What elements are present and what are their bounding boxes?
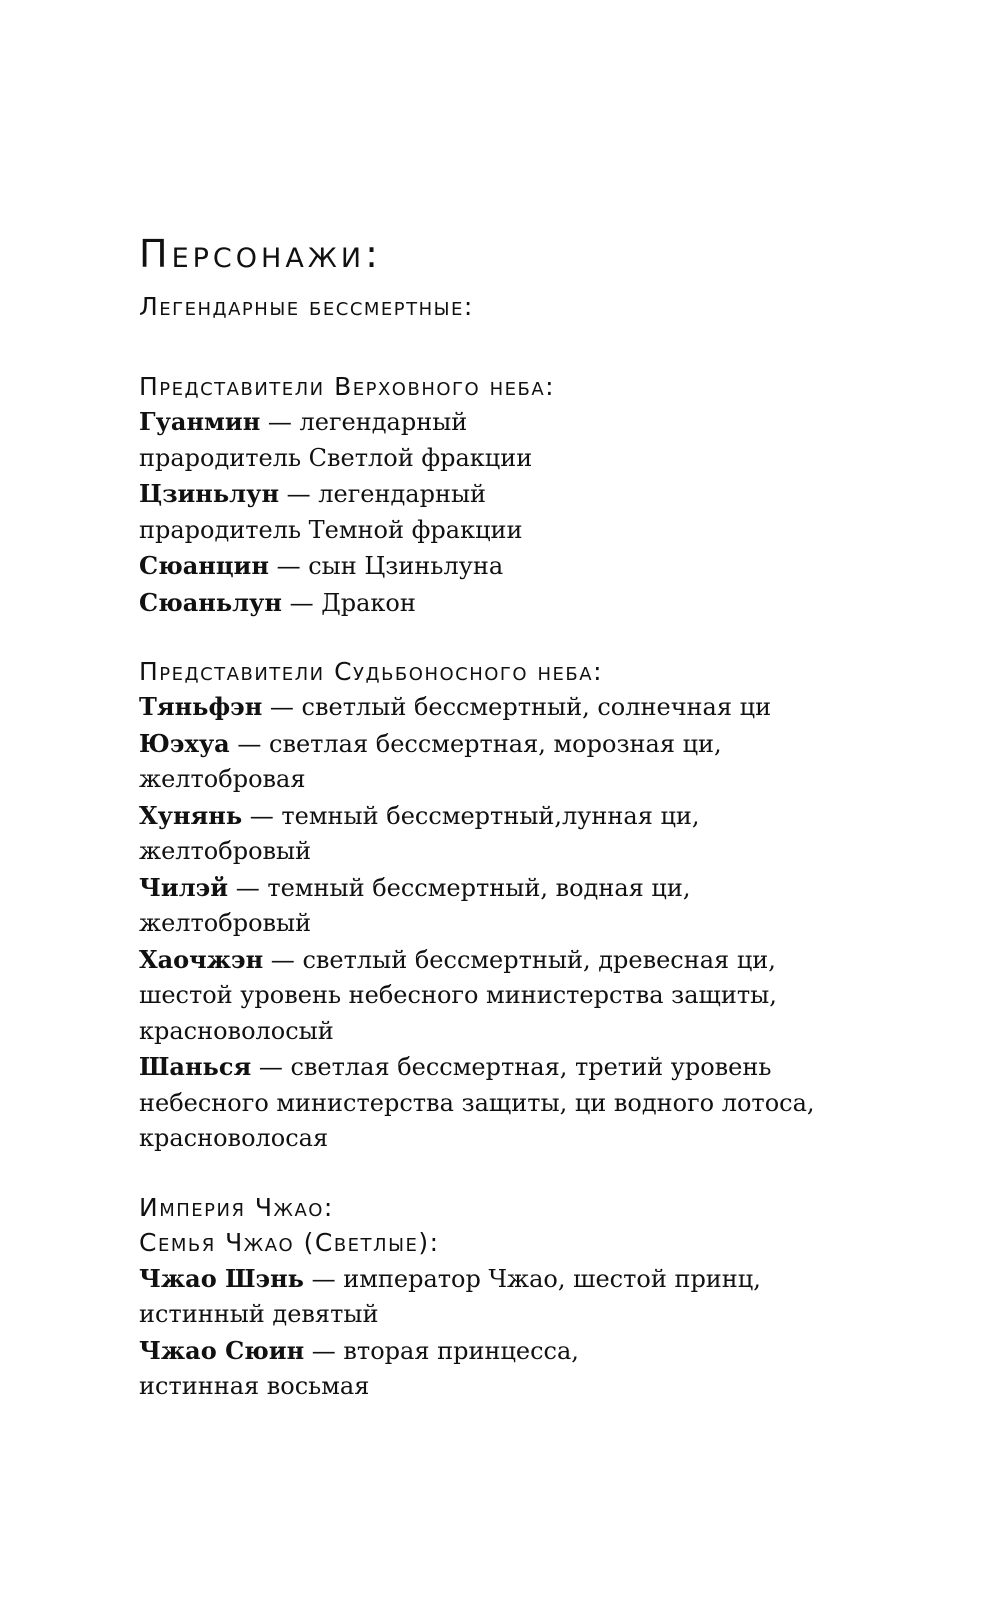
character-description-line: красноволосая — [139, 1124, 329, 1152]
character-name: Сюанцин — [139, 551, 269, 580]
character-description-line: прародитель Темной фракции — [139, 515, 523, 544]
section-heading: Представители Судьбоносного неба: — [139, 657, 604, 686]
section-upper-heaven — [139, 370, 959, 621]
character-entry — [139, 404, 959, 441]
character-entry — [139, 726, 959, 763]
character-description: легендарный — [318, 480, 487, 508]
entry-dash: — — [279, 480, 319, 508]
character-name: Хаочжэн — [139, 944, 264, 974]
character-entry — [139, 548, 959, 585]
character-entry — [139, 942, 959, 979]
entry-dash: — — [281, 588, 322, 617]
family-subheading: Семья Чжао (Светлые): — [139, 1227, 440, 1257]
entry-dash: — — [251, 1053, 291, 1081]
entry-dash: — — [268, 552, 309, 580]
entry-dash: — — [260, 408, 300, 436]
character-entry — [139, 1049, 959, 1086]
character-description: вторая принцесса, — [343, 1336, 579, 1365]
entry-dash: — — [303, 1264, 344, 1293]
character-name: Хунянь — [139, 800, 243, 830]
character-description-line: шестой уровень небесного министерства защиты, — [139, 981, 777, 1009]
character-list-page — [139, 228, 959, 1405]
character-entry — [139, 689, 959, 726]
character-description-line: желтобровый — [139, 909, 312, 937]
character-description: Дракон — [321, 588, 416, 617]
character-description-line: небесного министерства защиты, ци водного лотоса, — [139, 1088, 815, 1117]
character-entry — [139, 798, 959, 835]
section-fate-heaven — [139, 655, 959, 1157]
character-description: легендарный — [299, 408, 468, 436]
entry-dash: — — [263, 945, 303, 974]
character-name: Шанься — [139, 1052, 252, 1081]
character-description: темный бессмертный,лунная ци, — [281, 801, 700, 830]
entry-dash: — — [304, 1336, 344, 1365]
character-entry — [139, 1333, 959, 1370]
entry-dash: — — [229, 729, 269, 758]
character-description-line: красноволосый — [139, 1016, 334, 1045]
character-name: Сюаньлун — [139, 587, 282, 617]
character-name: Чжао Сюин — [139, 1335, 305, 1365]
character-name: Чжао Шэнь — [139, 1263, 304, 1293]
page-title: Персонажи: — [139, 232, 382, 276]
character-entry — [139, 870, 959, 907]
character-description-line: желтобровый — [139, 837, 312, 865]
character-name: Тяньфэн — [139, 692, 263, 721]
entry-dash: — — [228, 873, 268, 902]
character-entry — [139, 1261, 959, 1298]
character-name: Юэхуа — [139, 728, 230, 758]
character-entry — [139, 476, 959, 513]
character-description: светлый бессмертный, солнечная ци — [301, 693, 772, 721]
page-subtitle: Легендарные бессмертные: — [139, 292, 474, 321]
character-description: император Чжао, шестой принц, — [343, 1264, 761, 1293]
character-name: Чилэй — [139, 872, 229, 902]
character-description-line: истинная восьмая — [139, 1372, 370, 1400]
section-zhao-empire — [139, 1191, 959, 1405]
character-entry — [139, 585, 959, 622]
character-name: Цзиньлун — [139, 479, 280, 508]
character-description-line: истинный девятый — [139, 1300, 379, 1328]
character-name: Гуанмин — [139, 407, 261, 436]
character-description: светлый бессмертный, древесная ци, — [302, 945, 776, 974]
entry-dash: — — [242, 801, 282, 830]
character-description: темный бессмертный, водная ци, — [267, 873, 691, 902]
entry-dash: — — [262, 693, 302, 721]
section-heading: Империя Чжао: — [139, 1192, 334, 1222]
character-description: светлая бессмертная, третий уровень — [290, 1053, 772, 1081]
character-description-line: желтобровая — [139, 765, 306, 793]
character-description: светлая бессмертная, морозная ци, — [269, 729, 722, 758]
character-description: сын Цзиньлуна — [308, 552, 504, 580]
section-heading: Представители Верховного неба: — [139, 372, 556, 401]
character-description-line: прародитель Светлой фракции — [139, 443, 533, 472]
